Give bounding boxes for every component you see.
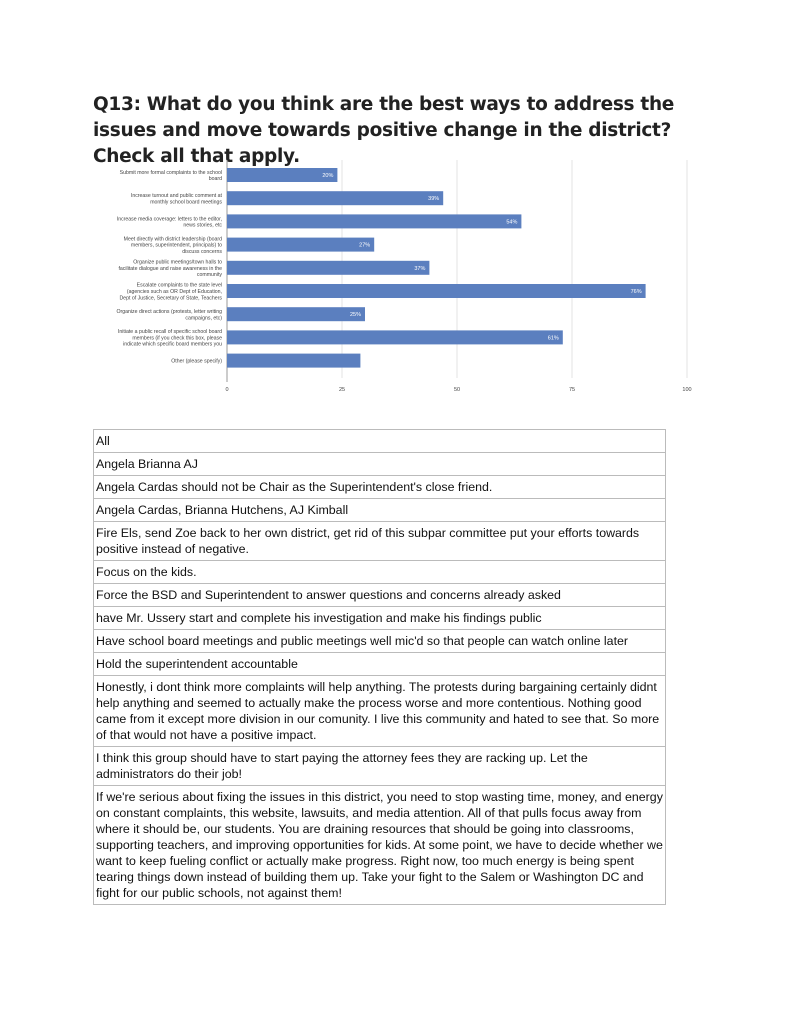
table-row (94, 453, 666, 476)
response-cell: Honestly, i dont think more complaints will help anything. The protests during bargaining certainly didnt help anything and seemed to actually make the process worse and more contentious. Nothing good came from it except more division in our comunity. I live this community and hated to see that. So more of that would not have a positive impact. (94, 676, 666, 747)
category-label: Other (please specify) (171, 358, 222, 365)
responses-table (93, 429, 666, 905)
bar-value-label: 54% (506, 219, 518, 226)
bar-value-label: 27% (359, 242, 371, 249)
category-label: Organize direct actions (protests, letter writing (116, 309, 222, 316)
x-tick-label: 75 (568, 387, 576, 393)
category-label: board (208, 176, 222, 183)
bar-value-label: 25% (349, 312, 361, 319)
category-label: members, superintendent, principals) to (130, 242, 222, 249)
category-label: campaigns, etc) (185, 315, 222, 322)
category-label: news stories, etc (183, 222, 222, 229)
table-row (94, 676, 666, 747)
category-label: discuss concerns (182, 248, 222, 255)
response-cell: Fire Els, send Zoe back to her own district, get rid of this subpar committee put your efforts towards positive instead of negative. (94, 522, 666, 561)
response-cell: All (94, 430, 666, 453)
x-tick-label: 100 (682, 387, 692, 393)
table-row (94, 476, 666, 499)
table-row (94, 584, 666, 607)
bar-value-label: 76% (630, 289, 642, 295)
bar (227, 330, 563, 344)
response-cell: Hold the superintendent accountable (94, 653, 666, 676)
x-tick-label: 0 (225, 387, 229, 393)
table-row (94, 607, 666, 630)
table-row (94, 499, 666, 522)
bar (227, 238, 374, 252)
response-cell: Have school board meetings and public meetings well mic'd so that people can watch online later (94, 630, 666, 653)
table-row (94, 522, 666, 561)
table-row (94, 786, 666, 905)
category-label: Meet directly with district leadership (board (123, 236, 222, 243)
bar (227, 284, 646, 298)
category-label: Increase turnout and public comment at (130, 193, 222, 200)
category-label: Organize public meetings/town halls to (133, 259, 222, 266)
question-title: Q13: What do you think are the best ways to address the issues and move towards positive change in the district? Check all that apply. (93, 94, 675, 167)
table-row (94, 747, 666, 786)
response-cell: I think this group should have to start paying the attorney fees they are racking up. Let the administrators do their job! (94, 747, 666, 786)
category-label: facilitate dialogue and raise awareness in the (118, 265, 222, 272)
category-label: Escalate complaints to the state level (136, 282, 222, 289)
table-row (94, 561, 666, 584)
category-label: members (if you check this box, please (132, 335, 222, 342)
bar-value-label: 37% (414, 265, 426, 272)
bar (227, 191, 443, 205)
response-cell: Force the BSD and Superintendent to answer questions and concerns already asked (94, 584, 666, 607)
category-label: monthly school board meetings (150, 199, 222, 206)
response-cell: Focus on the kids. (94, 561, 666, 584)
x-tick-label: 50 (453, 387, 461, 393)
bar (227, 168, 337, 182)
table-row (94, 653, 666, 676)
category-label: Initiate a public recall of specific school board (117, 329, 222, 336)
table-row (94, 430, 666, 453)
x-tick-label: 25 (338, 387, 346, 393)
category-label: indicate which specific board members you (123, 341, 222, 348)
category-label: Submit more formal complaints to the school (119, 169, 222, 176)
category-label: Increase media coverage: letters to the editor, (116, 216, 222, 223)
bar (227, 354, 360, 368)
table-row (94, 630, 666, 653)
response-cell: Angela Cardas, Brianna Hutchens, AJ Kimball (94, 499, 666, 522)
bar-value-label: 20% (322, 173, 334, 179)
bar (227, 261, 429, 275)
response-cell: Angela Cardas should not be Chair as the Superintendent's close friend. (94, 476, 666, 499)
response-cell: If we're serious about fixing the issues in this district, you need to stop wasting time, money, and energy on constant complaints, this website, lawsuits, and media attention. All of that pulls focus away from where it should be, our students. You are draining resources that should be going into classrooms, supporting teachers, and improving opportunities for kids. At some point, we have to decide whether we want to keep fueling conflict or actually make progress. Right now, too much energy is being spent tearing things down instead of building them up. Take your fight to the Salem or Washington DC and fight for our public schools, not against them! (94, 786, 666, 905)
category-label: Dept of Justice, Secretary of State, Teachers (119, 295, 222, 302)
response-cell: have Mr. Ussery start and complete his investigation and make his findings public (94, 607, 666, 630)
bar (227, 214, 521, 228)
bar-chart (90, 160, 700, 400)
bar-value-label: 39% (428, 196, 440, 203)
category-label: community (196, 272, 222, 279)
response-cell: Angela Brianna AJ (94, 453, 666, 476)
bar-value-label: 61% (547, 335, 559, 342)
bar (227, 307, 365, 321)
category-label: (agencies such as OR Dept of Education, (126, 289, 222, 295)
